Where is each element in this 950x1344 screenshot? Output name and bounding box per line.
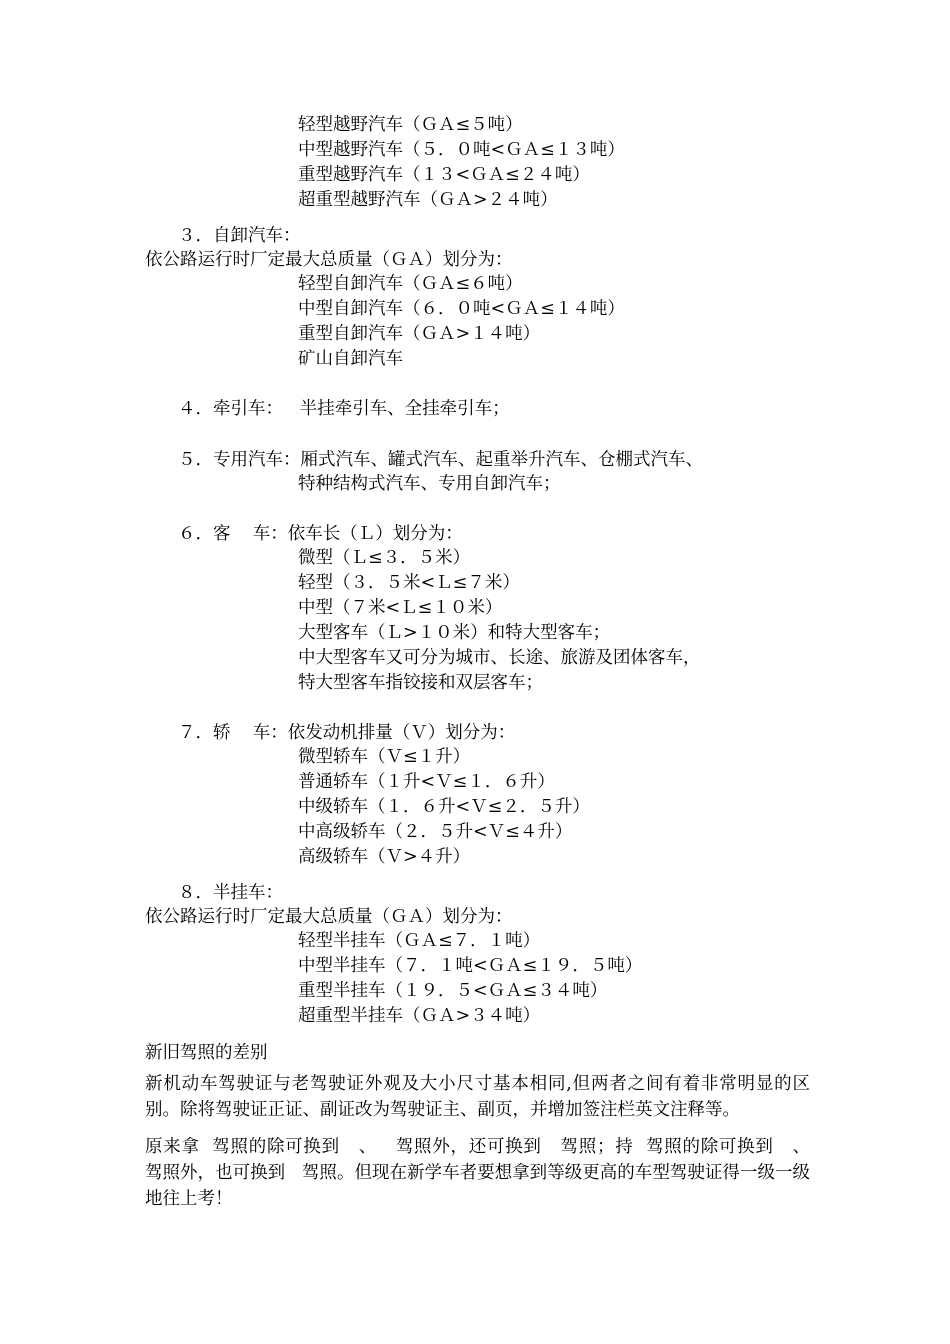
section-title: 新旧驾照的差别 [145,1043,268,1063]
special-line: ５．专用汽车：厢式汽车、罐式汽车、起重举升汽车、仓棚式汽车、 [178,450,703,470]
dump-item: 轻型自卸汽车（ＧＡ≤６吨） [298,274,523,294]
dump-item: 重型自卸汽车（ＧＡ>１４吨） [298,324,541,344]
tractor-line: ４．牵引车： 半挂牵引车、全挂牵引车； [178,399,510,419]
paragraph: 原来拿 驾照的除可换到 、 驾照外，还可换到 驾照；持 驾照的除可换到 、 驾照外，也可换到 驾照。但现在新学车者要想拿到等级更高的车型驾驶证得一级一级地往上考！ [145,1137,827,1209]
semitrailer-item: 重型半挂车（１９．５<ＧＡ≤３４吨） [298,981,608,1001]
paragraph: 新机动车驾驶证与老驾驶证外观及大小尺寸基本相同,但两者之间有着非常明显的区别。除将驾驶证正证、副证改为驾驶证主、副页，并增加签注栏英文注释等。 [145,1074,810,1120]
bus-item: 轻型（３．５米<Ｌ≤７米） [298,573,520,593]
sedan-item: 中级轿车（１．６升<Ｖ≤２．５升） [298,797,590,817]
semitrailer-item: 中型半挂车（７．１吨<ＧＡ≤１９．５吨） [298,956,643,976]
special-line-2: 特种结构式汽车、专用自卸汽车； [298,474,561,494]
semitrailer-heading: ８．半挂车： [178,883,283,903]
sedan-item: 普通轿车（１升<Ｖ≤１．６升） [298,772,555,792]
bus-item: 大型客车（Ｌ>１０米）和特大型客车； [298,623,611,643]
offroad-item: 超重型越野汽车（ＧＡ>２４吨） [298,190,558,210]
semitrailer-item: 轻型半挂车（ＧＡ≤７．１吨） [298,931,541,951]
offroad-item: 中型越野汽车（５．０吨<ＧＡ≤１３吨） [298,140,625,160]
offroad-item: 轻型越野汽车（ＧＡ≤５吨） [298,115,523,135]
dump-item: 矿山自卸汽车 [298,349,403,369]
dump-heading: ３．自卸汽车： [178,226,301,246]
dump-intro: 依公路运行时厂定最大总质量（ＧＡ）划分为： [145,250,513,270]
sedan-item: 微型轿车（Ｖ≤１升） [298,747,471,767]
sedan-item: 高级轿车（Ｖ>４升） [298,847,471,867]
semitrailer-intro: 依公路运行时厂定最大总质量（ＧＡ）划分为： [145,907,513,927]
dump-item: 中型自卸汽车（６．０吨<ＧＡ≤１４吨） [298,299,625,319]
offroad-item: 重型越野汽车（１３<ＧＡ≤２４吨） [298,165,590,185]
bus-item: 中大型客车又可分为城市、长途、旅游及团体客车， [298,648,701,668]
bus-item: 中型（７米<Ｌ≤１０米） [298,598,503,618]
bus-item: 微型（Ｌ≤３．５米） [298,548,471,568]
bus-heading: ６．客 车：依车长（Ｌ）划分为： [178,524,463,544]
sedan-item: 中高级轿车（２．５升<Ｖ≤４升） [298,822,573,842]
bus-item: 特大型客车指铰接和双层客车； [298,673,543,693]
sedan-heading: ７．轿 车：依发动机排量（Ｖ）划分为： [178,723,516,743]
semitrailer-item: 超重型半挂车（ＧＡ>３４吨） [298,1006,541,1026]
